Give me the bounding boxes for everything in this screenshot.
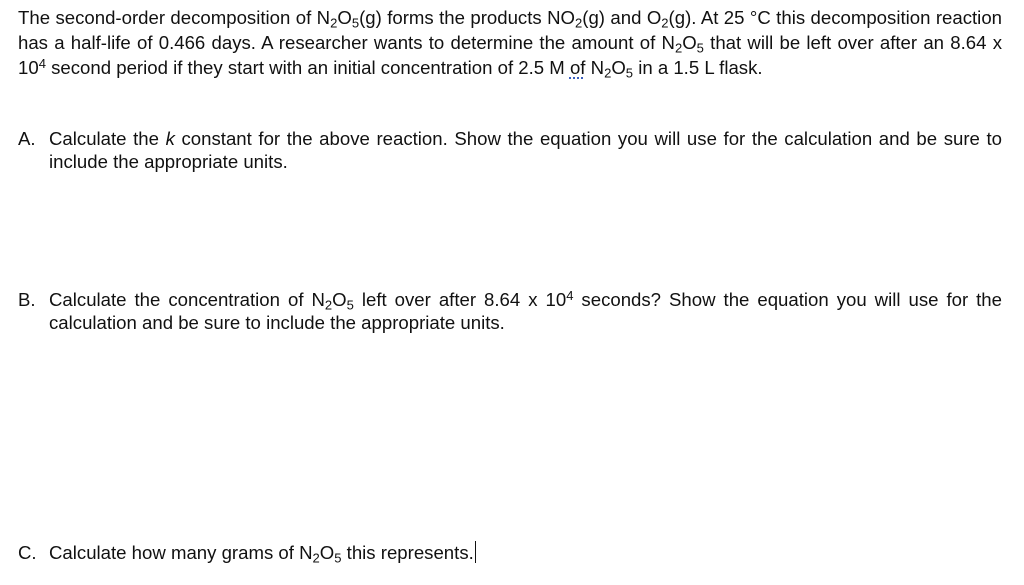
question-text-part: seconds? Show the equation you will use for the calculation and be sure to include the appropriate units. (49, 289, 1002, 333)
intro-text: second period if they start with an initial concentration of 2.5 M (45, 57, 570, 78)
subscript: 2 (604, 65, 612, 81)
superscript: 4 (38, 56, 46, 72)
question-text-part: this represents. (341, 542, 474, 563)
question-letter: B. (18, 289, 36, 310)
question-text-part: constant for the above reaction. Show the equation you will use for the calculation and be sure to include the appropriate units. (49, 128, 1002, 172)
subscript: 2 (330, 15, 338, 31)
text-cursor (475, 541, 476, 563)
question-letter: A. (18, 128, 36, 149)
intro-text: O (682, 32, 697, 53)
spellcheck-word[interactable]: of (569, 57, 586, 78)
subscript: 2 (575, 15, 583, 31)
question-text[interactable] (49, 541, 1002, 564)
subscript: 5 (346, 297, 354, 313)
superscript: 4 (566, 288, 574, 304)
intro-text: (g) and O (582, 7, 662, 28)
subscript: 5 (351, 15, 360, 31)
k-variable: k (165, 128, 175, 149)
question-b (18, 288, 1002, 334)
intro-text: that will be left over after an 8.64 x 10 (18, 32, 1002, 78)
intro-text: N (585, 57, 605, 78)
subscript: 2 (674, 40, 683, 56)
question-text-part: Calculate how many grams of N (49, 542, 313, 563)
subscript: 2 (661, 15, 669, 31)
subscript: 2 (324, 297, 333, 313)
intro-text: O (611, 57, 626, 78)
question-text-part: O (319, 542, 335, 563)
intro-text: O (337, 7, 352, 28)
subscript: 5 (625, 65, 634, 81)
intro-text: The second-order decomposition of N (18, 7, 331, 28)
intro-text: in a 1.5 L flask. (633, 57, 763, 78)
question-text-part: O (332, 289, 347, 310)
problem-statement (18, 5, 1002, 80)
question-text (49, 127, 1002, 173)
question-text-part: Calculate the concentration of N (49, 289, 325, 310)
question-text-part: left over after 8.64 x 10 (353, 289, 567, 310)
question-text (49, 288, 1002, 334)
subscript: 5 (334, 550, 342, 566)
intro-text: (g) forms the products NO (359, 7, 575, 28)
question-text-part: Calculate the (49, 128, 166, 149)
question-a (18, 127, 1002, 173)
question-letter: C. (18, 542, 37, 563)
subscript: 5 (696, 40, 704, 56)
question-c (18, 541, 1002, 564)
intro-text: (g). At 25 °C this decomposition reaction has a half-life of 0.466 days. A researcher wants to determine the amount of N (18, 7, 1002, 53)
subscript: 2 (312, 550, 320, 566)
